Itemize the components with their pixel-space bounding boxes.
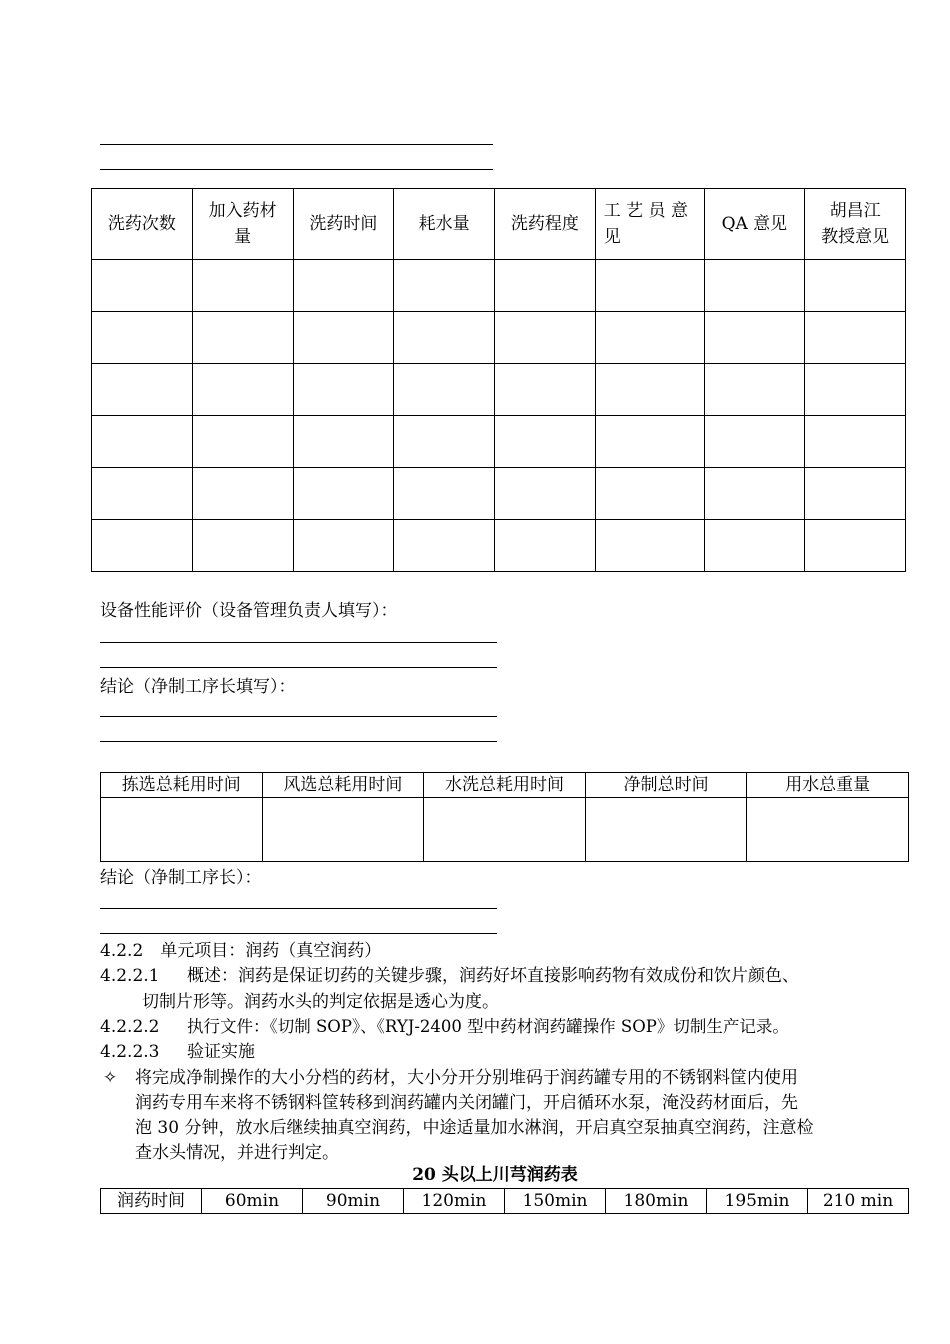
- header-cell: 洗药时间: [293, 189, 394, 260]
- header-cell: 净制总时间: [585, 773, 747, 798]
- table-cell[interactable]: [192, 416, 293, 468]
- paragraph-line: 验证实施: [187, 1042, 255, 1062]
- header-cell: 洗药程度: [495, 189, 596, 260]
- table-cell[interactable]: [394, 520, 495, 572]
- table-cell[interactable]: [424, 798, 586, 862]
- table-cell[interactable]: [92, 416, 193, 468]
- header-cell: 风选总耗用时间: [262, 773, 424, 798]
- blank-line[interactable]: [100, 642, 497, 643]
- table-cell[interactable]: [92, 520, 193, 572]
- header-cell: 胡昌江 教授意见: [805, 189, 906, 260]
- header-cell: 拣选总耗用时间: [101, 773, 263, 798]
- table-cell[interactable]: [293, 312, 394, 364]
- table-row: [92, 364, 906, 416]
- section-heading: 4.2.2 单元项目：润药（真空润药）: [100, 941, 382, 961]
- table-cell[interactable]: [394, 468, 495, 520]
- blank-line[interactable]: [100, 908, 497, 909]
- blank-line[interactable]: [100, 667, 497, 668]
- table-cell: 195min: [707, 1189, 808, 1214]
- table-cell[interactable]: [293, 364, 394, 416]
- table-cell: 180min: [606, 1189, 707, 1214]
- table-cell[interactable]: [262, 798, 424, 862]
- table-cell[interactable]: [595, 260, 704, 312]
- table-cell[interactable]: [92, 364, 193, 416]
- header-cell: 用水总重量: [747, 773, 909, 798]
- table-cell[interactable]: [747, 798, 909, 862]
- table-cell[interactable]: [595, 468, 704, 520]
- table-row: [92, 520, 906, 572]
- table-cell[interactable]: [394, 416, 495, 468]
- table-cell[interactable]: [805, 416, 906, 468]
- table-cell[interactable]: [704, 520, 805, 572]
- paragraph-line: 概述：润药是保证切药的关键步骤，润药好坏直接影响药物有效成份和饮片颜色、: [187, 966, 799, 986]
- table-cell[interactable]: [595, 312, 704, 364]
- table-cell[interactable]: [805, 312, 906, 364]
- table-cell[interactable]: [495, 260, 596, 312]
- header-cell: 工 艺 员 意 见: [595, 189, 704, 260]
- table-cell[interactable]: [92, 312, 193, 364]
- paragraph-line: 查水头情况，并进行判定。: [135, 1143, 339, 1163]
- table-cell[interactable]: [595, 416, 704, 468]
- table-cell[interactable]: [704, 260, 805, 312]
- table-cell: 60min: [202, 1189, 303, 1214]
- blank-line[interactable]: [100, 741, 497, 742]
- table-cell[interactable]: [192, 468, 293, 520]
- table-cell[interactable]: [704, 468, 805, 520]
- table-cell[interactable]: [805, 468, 906, 520]
- equipment-eval-label: 设备性能评价（设备管理负责人填写）：: [100, 601, 398, 621]
- blank-line: [100, 144, 493, 145]
- table-cell[interactable]: [704, 364, 805, 416]
- section-number: 4.2.2.2: [100, 1017, 160, 1037]
- table-cell[interactable]: [92, 468, 193, 520]
- soak-time-table: [100, 1188, 909, 1214]
- table-cell[interactable]: [293, 468, 394, 520]
- table-cell[interactable]: [192, 520, 293, 572]
- table-title: 20 头以上川芎润药表: [412, 1165, 578, 1185]
- paragraph-line: 泡 30 分钟，放水后继续抽真空润药，中途适量加水淋润，开启真空泵抽真空润药，注意检: [135, 1118, 814, 1138]
- table-cell[interactable]: [192, 364, 293, 416]
- table-cell: 210 min: [808, 1189, 909, 1214]
- table-cell[interactable]: [192, 260, 293, 312]
- table-cell[interactable]: [101, 798, 263, 862]
- table-cell[interactable]: [495, 520, 596, 572]
- section-number: 4.2.2.1: [100, 966, 160, 986]
- table-cell[interactable]: [293, 520, 394, 572]
- table-cell[interactable]: [293, 260, 394, 312]
- table-cell[interactable]: [394, 364, 495, 416]
- wash-record-table: [91, 188, 906, 572]
- table-cell[interactable]: [495, 416, 596, 468]
- conclusion-label: 结论（净制工序长填写）：: [100, 677, 296, 697]
- table-cell[interactable]: [92, 260, 193, 312]
- paragraph-line: 将完成净制操作的大小分档的药材，大小分开分别堆码于润药罐专用的不锈钢料筐内使用: [135, 1068, 798, 1088]
- table-row: [92, 312, 906, 364]
- table-cell[interactable]: [704, 312, 805, 364]
- table-cell: 150min: [505, 1189, 606, 1214]
- table-cell: 润药时间: [101, 1189, 202, 1214]
- table-cell: 90min: [303, 1189, 404, 1214]
- table-cell[interactable]: [805, 520, 906, 572]
- section-number: 4.2.2.3: [100, 1042, 160, 1062]
- paragraph-line: 切制片形等。润药水头的判定依据是透心为度。: [142, 992, 499, 1012]
- table-cell[interactable]: [704, 416, 805, 468]
- table-cell[interactable]: [805, 364, 906, 416]
- table-row: [92, 416, 906, 468]
- table-row: [92, 260, 906, 312]
- conclusion-label: 结论（净制工序长）：: [100, 868, 262, 888]
- header-cell: QA 意见: [704, 189, 805, 260]
- table-row: [92, 468, 906, 520]
- table-cell[interactable]: [394, 260, 495, 312]
- table-header-row: [101, 773, 909, 798]
- paragraph-line: 执行文件：《切制 SOP》、《RYJ-2400 型中药材润药罐操作 SOP》切制生产记录。: [187, 1017, 789, 1036]
- bullet-icon: ✧: [103, 1068, 118, 1088]
- table-row: [101, 1189, 909, 1214]
- table-cell: 120min: [404, 1189, 505, 1214]
- time-summary-table: [100, 772, 909, 862]
- paragraph-line: 润药专用车来将不锈钢料筐转移到润药罐内关闭罐门，开启循环水泵，淹没药材面后，先: [135, 1093, 798, 1113]
- header-cell: 加入药材 量: [192, 189, 293, 260]
- table-row: [101, 798, 909, 862]
- table-cell[interactable]: [585, 798, 747, 862]
- blank-line[interactable]: [100, 933, 497, 934]
- table-cell[interactable]: [595, 364, 704, 416]
- header-cell: 耗水量: [394, 189, 495, 260]
- blank-line: [100, 169, 493, 170]
- table-cell[interactable]: [495, 364, 596, 416]
- table-cell[interactable]: [192, 312, 293, 364]
- table-header-row: [92, 189, 906, 260]
- header-cell: 洗药次数: [92, 189, 193, 260]
- table-cell[interactable]: [293, 416, 394, 468]
- table-cell[interactable]: [495, 312, 596, 364]
- table-cell[interactable]: [495, 468, 596, 520]
- blank-line[interactable]: [100, 716, 497, 717]
- table-cell[interactable]: [805, 260, 906, 312]
- table-cell[interactable]: [394, 312, 495, 364]
- table-cell[interactable]: [595, 520, 704, 572]
- header-cell: 水洗总耗用时间: [424, 773, 586, 798]
